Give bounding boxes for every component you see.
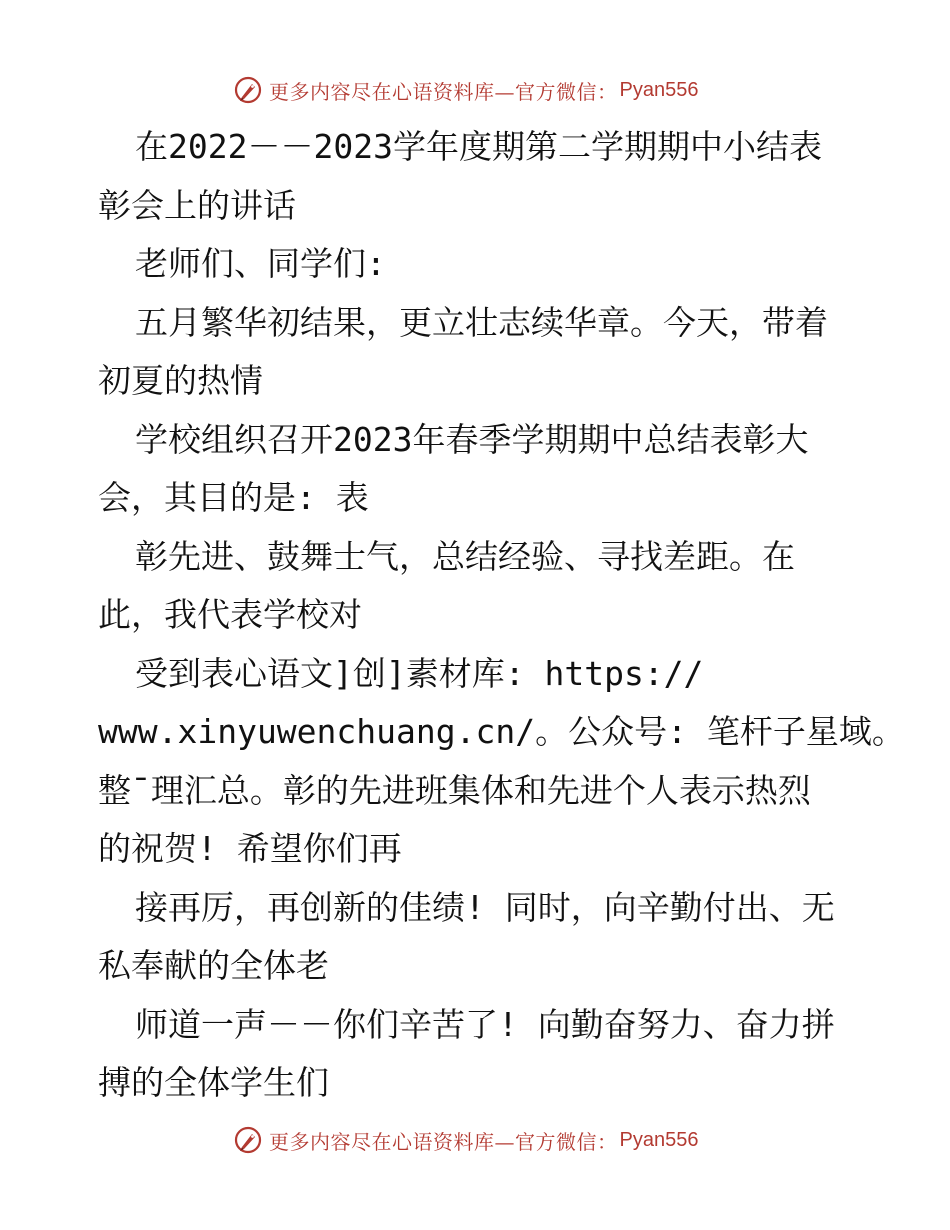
text-line: 师道一声－－你们辛苦了! 向勤奋努力、奋力拼 [135, 1004, 835, 1044]
text-line: 此，我代表学校对 [98, 595, 362, 634]
text-line: 彰先进、鼓舞士气，总结经验、寻找差距。在 [135, 536, 795, 576]
text-line: 受到表心语文]创]素材库: https:// [135, 653, 704, 693]
banner-wechat-id: Pyan556 [619, 1128, 699, 1151]
text-line: 初夏的热情 [98, 361, 263, 400]
text-line: 会，其目的是: 表 [98, 478, 369, 517]
text-line: 整¯理汇总。彰的先进班集体和先进个人表示热烈 [98, 770, 811, 810]
header-banner [233, 72, 698, 108]
pen-nib-logo-icon [233, 1125, 263, 1155]
text-line: www.xinyuwenchuang.cn/。公众号: 笔杆子星域。 [98, 712, 905, 751]
text-line: 在2022－－2023学年度期第二学期期中小结表 [135, 127, 822, 166]
document-body [98, 118, 905, 1113]
text-line: 学校组织召开2023年春季学期期中总结表彰大 [135, 419, 809, 459]
text-line: 老师们、同学们: [135, 244, 386, 283]
pen-nib-logo-icon [233, 75, 263, 105]
banner-text: 更多内容尽在心语资料库—官方微信： [269, 1129, 618, 1154]
text-line: 彰会上的讲话 [98, 185, 296, 225]
text-line: 私奉献的全体老 [98, 946, 329, 985]
text-line: 五月繁华初结果，更立壮志续华章。今天，带着 [135, 302, 828, 342]
text-line: 的祝贺! 希望你们再 [98, 829, 402, 868]
text-line: 接再厉，再创新的佳绩! 同时，向辛勤付出、无 [135, 887, 835, 927]
text-line: 搏的全体学生们 [98, 1063, 329, 1102]
banner-wechat-id: Pyan556 [619, 78, 699, 101]
banner-text: 更多内容尽在心语资料库—官方微信： [269, 79, 618, 104]
footer-banner [233, 1122, 698, 1158]
